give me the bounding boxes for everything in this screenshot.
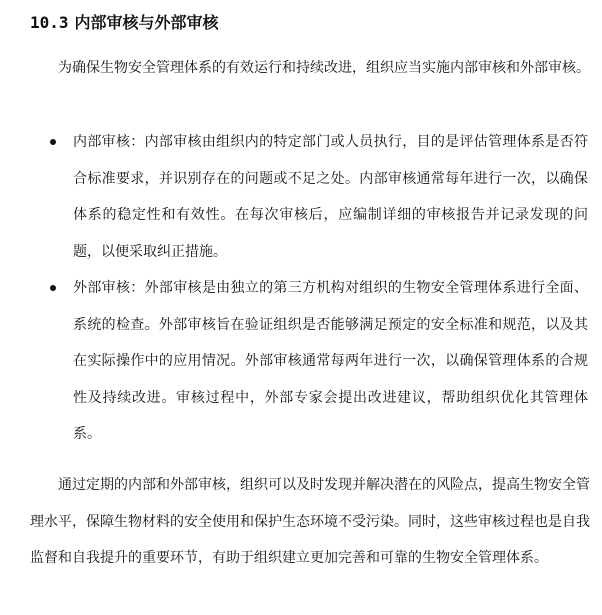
- bullet-icon: [50, 139, 56, 145]
- list-item-internal-audit: [0, 124, 602, 270]
- conclusion-paragraph: 通过定期的内部和外部审核，组织可以及时发现并解决潜在的风险点，提高生物安全管理水平，保障生物材料的安全使用和保护生态环境不受污染。同时，这些审核过程也是自我监督和自我提升的重要环节，有助于组织建立更加完善和可靠的生物安全管理体系。: [30, 477, 590, 566]
- section-title: 内部审核与外部审核: [74, 13, 219, 32]
- list-item-external-audit: [0, 270, 602, 453]
- audit-type-list: [0, 124, 602, 453]
- external-audit-text: 外部审核：外部审核是由独立的第三方机构对组织的生物安全管理体系进行全面、系统的检查。外部审核旨在验证组织是否能够满足预定的安全标准和规范，以及其在实际操作中的应用情况。外部审核通常每两年进行一次，以确保管理体系的合规性及持续改进。审核过程中，外部专家会提出改进建议，帮助组织优化其管理体系。: [73, 280, 588, 442]
- internal-audit-text: 内部审核：内部审核由组织内的特定部门或人员执行，目的是评估管理体系是否符合标准要求，并识别存在的问题或不足之处。内部审核通常每年进行一次，以确保体系的稳定性和有效性。在每次审核后，应编制详细的审核报告并记录发现的问题，以便采取纠正措施。: [73, 134, 588, 260]
- bullet-icon: [50, 285, 56, 291]
- intro-paragraph: 为确保生物安全管理体系的有效运行和持续改进，组织应当实施内部审核和外部审核。: [58, 60, 590, 76]
- section-number: 10.3: [30, 13, 69, 32]
- section-heading: [30, 12, 219, 34]
